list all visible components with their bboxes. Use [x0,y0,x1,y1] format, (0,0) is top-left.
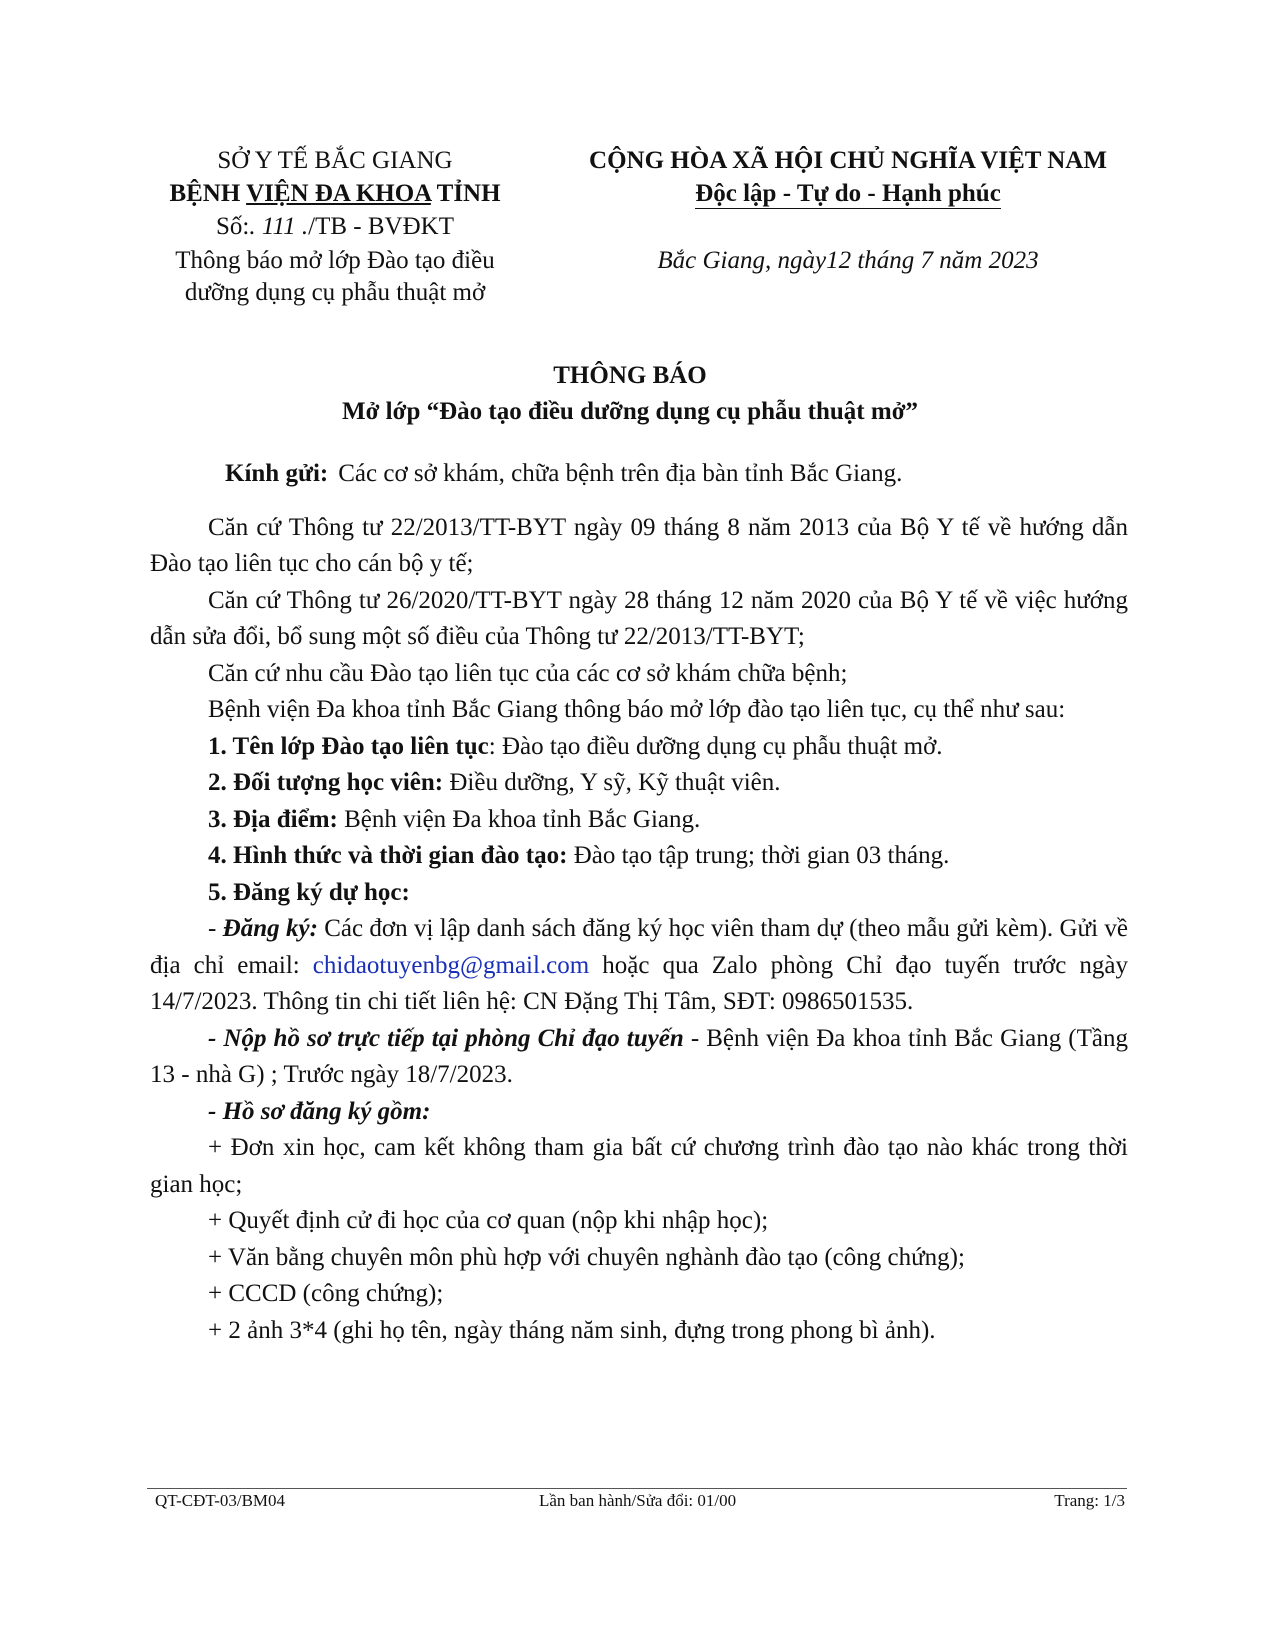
page-number: Trang: 1/3 [1054,1491,1125,1510]
submission-info: - Nộp hồ sơ trực tiếp tại phòng Chỉ đạo tuyến - Bệnh viện Đa khoa tỉnh Bắc Giang (Tầng 13 - nhà G) ; Trước ngày 18/7/2023. [150,1024,1128,1088]
item-participants: 2. Đối tượng học viên: Điều dưỡng, Y sỹ, Kỹ thuật viên. [208,769,781,796]
document-subject: Thông báo mở lớp Đào tạo điều dưỡng dụng cụ phẫu thuật mở [175,247,495,306]
document-number: Số:. 111 ./TB - BVĐKT [216,213,454,240]
preamble-2: Căn cứ Thông tư 26/2020/TT-BYT ngày 28 tháng 12 năm 2020 của Bộ Y tế về việc hướng dẫn sửa đổi, bổ sung một số điều của Thông tư 22/2013/TT-BYT; [150,586,1128,650]
document-item: + 2 ảnh 3*4 (ghi họ tên, ngày tháng năm sinh, đựng trong phong bì ảnh). [208,1316,936,1344]
issuer-block [135,144,535,309]
revision-info: Lần ban hành/Sửa đổi: 01/00 [539,1491,737,1510]
item-format-duration: 4. Hình thức và thời gian đào tạo: Đào tạo tập trung; thời gian 03 tháng. [208,842,950,869]
place-date: Bắc Giang, ngày12 tháng 7 năm 2023 [657,247,1039,274]
department-name: SỞ Y TẾ BẮC GIANG [217,147,453,174]
footer-divider [147,1488,1127,1489]
document-item: + Văn bằng chuyên môn phù hợp với chuyên nghành đào tạo (công chứng); [208,1243,965,1271]
title-main: THÔNG BÁO [553,362,707,389]
recipient-line: Kính gửi: Các cơ sở khám, chữa bệnh trên địa bàn tỉnh Bắc Giang. [225,460,903,487]
item-location: 3. Địa điểm: Bệnh viện Đa khoa tỉnh Bắc Giang. [208,805,701,833]
handwritten-number: . 111 . [249,213,309,240]
national-header [548,144,1148,277]
hospital-name: BỆNH VIỆN ĐA KHOA TỈNH [169,180,501,207]
item-registration: 5. Đăng ký dự học: [208,878,410,906]
notice-title [135,358,1125,430]
item-class-name: 1. Tên lớp Đào tạo liên tục: Đào tạo điều dưỡng dụng cụ phẫu thuật mở. [208,732,943,760]
form-code: QT-CĐT-03/BM04 [155,1491,286,1510]
document-item: + Quyết định cử đi học của cơ quan (nộp khi nhập học); [208,1207,769,1234]
preamble-3: Căn cứ nhu cầu Đào tạo liên tục của các cơ sở khám chữa bệnh; [208,659,848,687]
nation-title: CỘNG HÒA XÃ HỘI CHỦ NGHĨA VIỆT NAM [589,147,1107,174]
documents-heading: - Hồ sơ đăng ký gồm: [208,1097,431,1125]
preamble-1: Căn cứ Thông tư 22/2013/TT-BYT ngày 09 tháng 8 năm 2013 của Bộ Y tế về hướng dẫn Đào tạo liên tục cho cán bộ y tế; [150,513,1128,577]
preamble-4: Bệnh viện Đa khoa tỉnh Bắc Giang thông báo mở lớp đào tạo liên tục, cụ thể như sau: [208,696,1066,723]
title-sub: Mở lớp “Đào tạo điều dưỡng dụng cụ phẫu thuật mở” [341,398,919,425]
document-item: + CCCD (công chứng); [208,1280,444,1307]
registration-info: - Đăng ký: Các đơn vị lập danh sách đăng ký học viên tham dự (theo mẫu gửi kèm). Gửi về địa chỉ email: chidaotuyenbg@gmail.com hoặc qua Zalo phòng Chỉ đạo tuyến trước ngày 14/7/2023. Thông tin chi tiết liên hệ: CN Đặng Thị Tâm, SĐT: 0986501535. [150,915,1129,1015]
page-footer [155,1491,1125,1511]
national-motto: Độc lập - Tự do - Hạnh phúc [695,180,1001,207]
notice-body [150,456,1128,1349]
document-item: + Đơn xin học, cam kết không tham gia bất cứ chương trình đào tạo nào khác trong thời gian học; [150,1134,1128,1198]
email-link[interactable]: chidaotuyenbg@gmail.com [312,951,590,979]
